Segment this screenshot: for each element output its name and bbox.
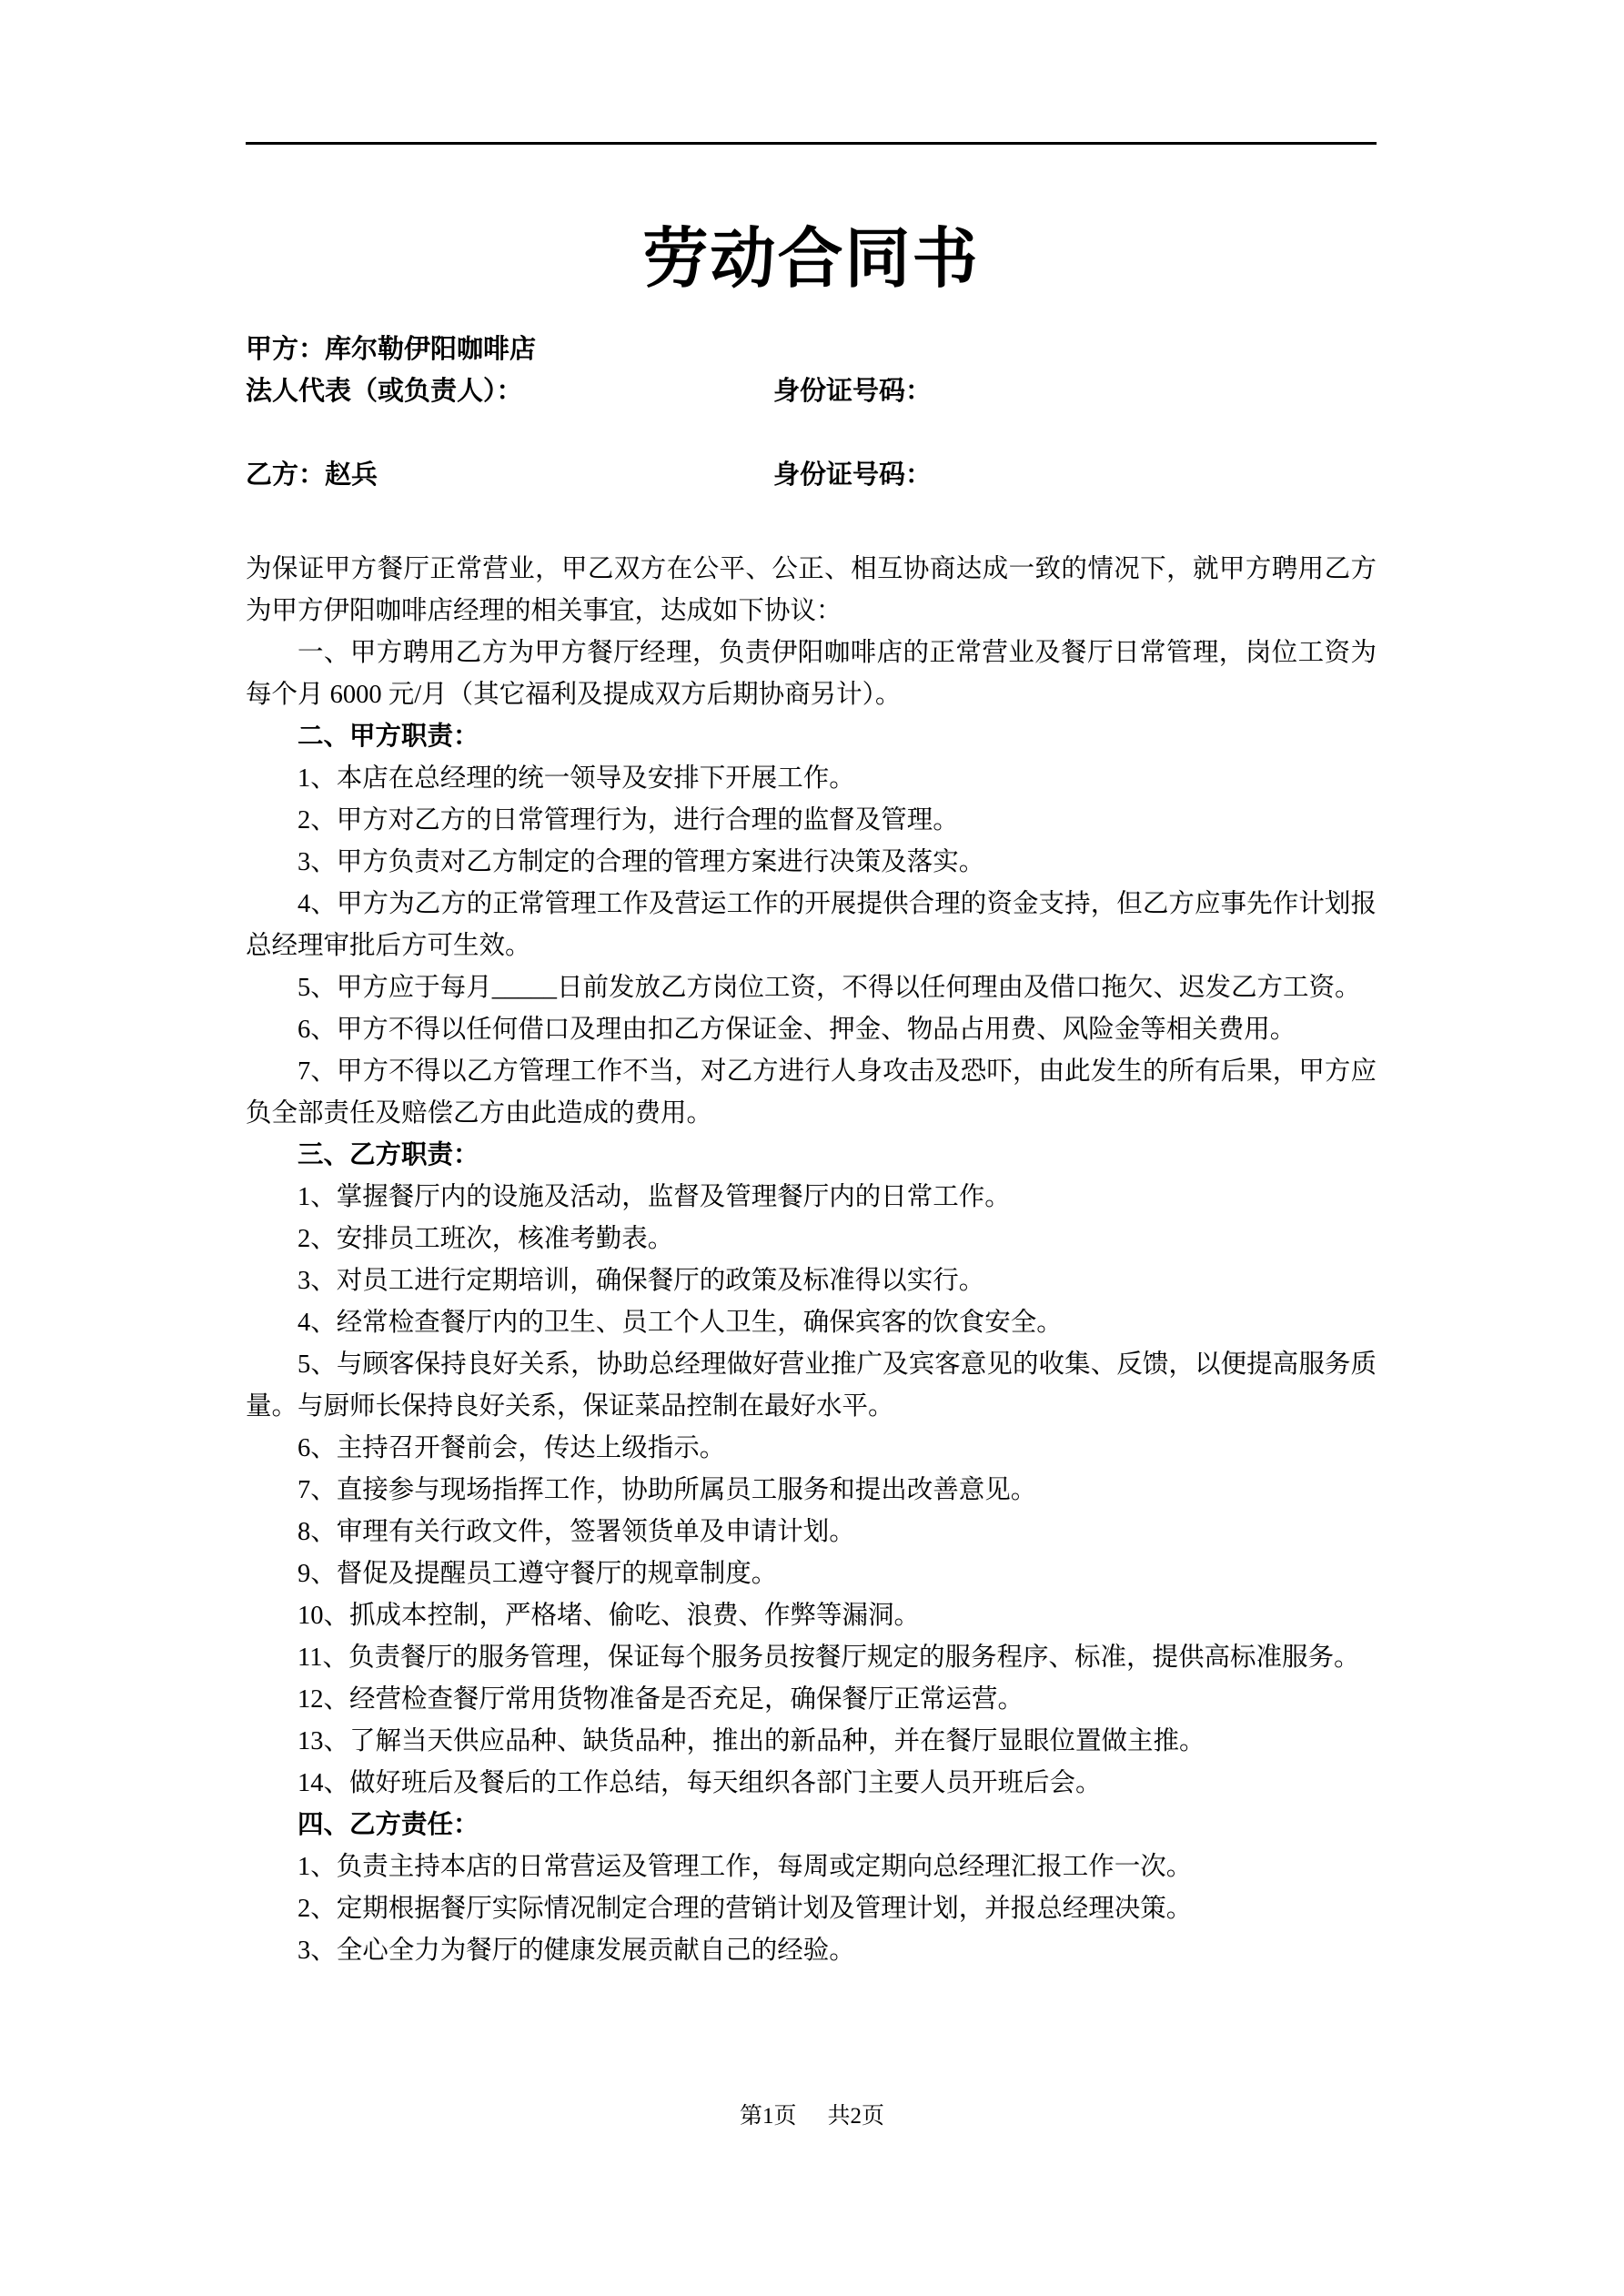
party-a-line	[246, 329, 1377, 370]
total-pages: 共2页	[827, 2104, 885, 2129]
section-heading-2: 二、甲方职责：	[298, 722, 479, 751]
clause-4-3: 3、全心全力为餐厅的健康发展贡献自己的经验。	[298, 1936, 855, 1965]
clause-3-14: 14、做好班后及餐后的工作总结，每天组织各部门主要人员开班后会。	[298, 1768, 1102, 1797]
clause-3-3: 3、对员工进行定期培训，确保餐厅的政策及标准得以实行。	[298, 1266, 985, 1295]
header-rule	[246, 142, 1377, 145]
clause-1: 一、甲方聘用乙方为甲方餐厅经理，负责伊阳咖啡店的正常营业及餐厅日常管理，岗位工资为每个月 6000 元/月（其它福利及提成双方后期协商另计）。	[246, 638, 1377, 709]
clause-2-6: 6、甲方不得以任何借口及理由扣乙方保证金、押金、物品占用费、风险金等相关费用。	[298, 1015, 1296, 1044]
clause-3-5: 5、与顾客保持良好关系，协助总经理做好营业推广及宾客意见的收集、反馈，以便提高服务质量。与厨师长保持良好关系，保证菜品控制在最好水平。	[246, 1350, 1377, 1421]
clause-2-4: 4、甲方为乙方的正常管理工作及营运工作的开展提供合理的资金支持，但乙方应事先作计划报总经理审批后方可生效。	[246, 889, 1377, 960]
page-content	[246, 142, 1377, 1972]
clause-3-1: 1、掌握餐厅内的设施及活动，监督及管理餐厅内的日常工作。	[298, 1182, 1011, 1211]
id-number-label-b: 身份证号码：	[773, 460, 933, 490]
clause-2-2: 2、甲方对乙方的日常管理行为，进行合理的监督及管理。	[298, 805, 959, 834]
page-number: 第1页	[739, 2104, 797, 2129]
clause-2-5: 5、甲方应于每月_____日前发放乙方岗位工资，不得以任何理由及借口拖欠、迟发乙方工资。	[298, 973, 1361, 1002]
clause-3-8: 8、审理有关行政文件，签署领货单及申请计划。	[298, 1517, 855, 1546]
legal-rep-label: 法人代表（或负责人）：	[246, 376, 523, 406]
document-title: 劳动合同书	[642, 223, 980, 296]
clause-3-4: 4、经常检查餐厅内的卫生、员工个人卫生，确保宾客的饮食安全。	[298, 1308, 1063, 1337]
clause-2-1: 1、本店在总经理的统一领导及安排下开展工作。	[298, 764, 855, 793]
clause-3-9: 9、督促及提醒员工遵守餐厅的规章制度。	[298, 1559, 778, 1588]
legal-rep-line	[246, 370, 1377, 412]
clause-3-7: 7、直接参与现场指挥工作，协助所属员工服务和提出改善意见。	[298, 1475, 1037, 1504]
blank-line	[246, 496, 1377, 538]
party-b-line	[246, 454, 1377, 496]
blank-gap	[246, 538, 1377, 549]
id-number-label-a: 身份证号码：	[773, 376, 933, 406]
clause-3-6: 6、主持召开餐前会，传达上级指示。	[298, 1433, 726, 1462]
clause-2-3: 3、甲方负责对乙方制定的合理的管理方案进行决策及落实。	[298, 847, 985, 876]
clause-4-2: 2、定期根据餐厅实际情况制定合理的营销计划及管理计划，并报总经理决策。	[298, 1894, 1193, 1923]
page-footer	[0, 2102, 1624, 2131]
clause-4-1: 1、负责主持本店的日常营运及管理工作，每周或定期向总经理汇报工作一次。	[298, 1852, 1193, 1881]
party-b-label: 乙方：赵兵	[246, 460, 378, 490]
paragraph-intro: 为保证甲方餐厅正常营业，甲乙双方在公平、公正、相互协商达成一致的情况下，就甲方聘用乙方为甲方伊阳咖啡店经理的相关事宜，达成如下协议：	[246, 554, 1377, 625]
clause-3-10: 10、抓成本控制，严格堵、偷吃、浪费、作弊等漏洞。	[298, 1601, 921, 1630]
contract-body	[246, 549, 1377, 1972]
party-a-label: 甲方：库尔勒伊阳咖啡店	[246, 334, 537, 364]
clause-3-13: 13、了解当天供应品种、缺货品种，推出的新品种，并在餐厅显眼位置做主推。	[298, 1726, 1205, 1755]
clause-3-2: 2、安排员工班次，核准考勤表。	[298, 1224, 674, 1253]
blank-line	[246, 412, 1377, 454]
section-heading-3: 三、乙方职责：	[298, 1140, 479, 1169]
section-heading-4: 四、乙方责任：	[298, 1810, 479, 1839]
clause-3-12: 12、经营检查餐厅常用货物准备是否充足，确保餐厅正常运营。	[298, 1684, 1024, 1714]
clause-3-11: 11、负责餐厅的服务管理，保证每个服务员按餐厅规定的服务程序、标准，提供高标准服务。	[298, 1643, 1360, 1672]
clause-2-7: 7、甲方不得以乙方管理工作不当，对乙方进行人身攻击及恐吓，由此发生的所有后果，甲方应负全部责任及赔偿乙方由此造成的费用。	[246, 1057, 1377, 1128]
